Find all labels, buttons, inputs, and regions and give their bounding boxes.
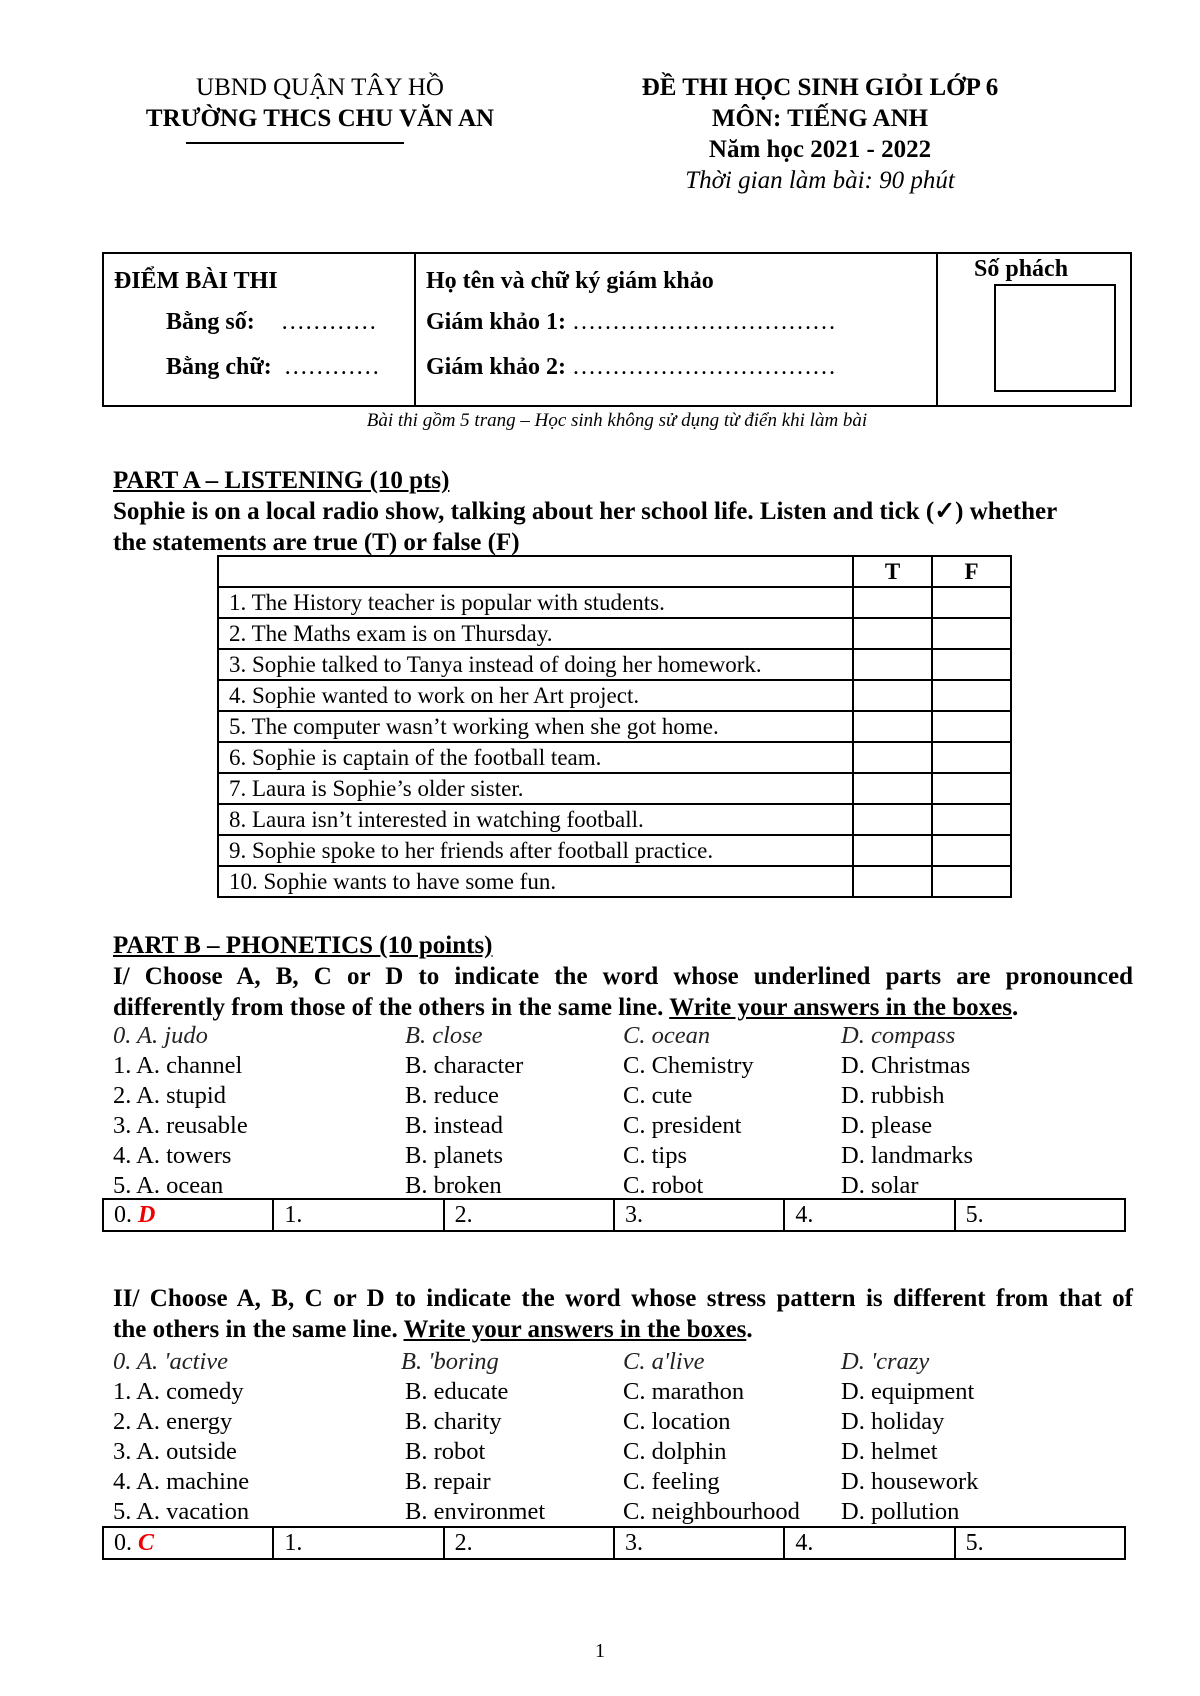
tick-cell-t[interactable] bbox=[853, 804, 932, 835]
tick-cell-t[interactable] bbox=[853, 680, 932, 711]
option-a: 0. A. judo bbox=[113, 1022, 208, 1049]
example-answer: C bbox=[138, 1530, 155, 1556]
score-words-label: Bằng chữ: bbox=[166, 354, 272, 380]
option-b: B. robot bbox=[405, 1438, 486, 1465]
examiner-label: Họ tên và chữ ký giám khảo bbox=[426, 268, 714, 294]
school-header bbox=[110, 72, 530, 134]
score-number-field[interactable]: ………… bbox=[280, 309, 377, 335]
exam-subject: MÔN: TIẾNG ANH bbox=[711, 105, 929, 132]
statement-text: 7. Laura is Sophie’s older sister. bbox=[218, 773, 853, 804]
tick-cell-t[interactable] bbox=[853, 742, 932, 773]
option-d: D. compass bbox=[841, 1022, 956, 1049]
statement-text: 6. Sophie is captain of the football team. bbox=[218, 742, 853, 773]
school-name: TRƯỜNG THCS CHU VĂN AN bbox=[145, 105, 495, 132]
option-d: D. landmarks bbox=[841, 1142, 973, 1169]
section2-instruction-1: II/ Choose A, B, C or D to indicate the word whose stress pattern is different from that of bbox=[113, 1285, 1133, 1312]
score-number-label: Bằng số: bbox=[166, 309, 255, 335]
section1-instruction-2: differently from those of the others in the same line. bbox=[113, 994, 670, 1021]
table-row bbox=[218, 773, 1011, 804]
option-a: 2. A. energy bbox=[113, 1408, 233, 1435]
exam-year: Năm học 2021 - 2022 bbox=[708, 136, 932, 163]
option-a: 0. A. 'active bbox=[113, 1348, 228, 1375]
tick-cell-f[interactable] bbox=[932, 866, 1011, 897]
statement-text: 9. Sophie spoke to her friends after football practice. bbox=[218, 835, 853, 866]
option-c: C. ocean bbox=[623, 1022, 711, 1049]
score-cell bbox=[103, 253, 415, 406]
examiner2-field[interactable]: …………………………… bbox=[572, 354, 837, 380]
option-a: 2. A. stupid bbox=[113, 1082, 226, 1109]
answer-box-0 bbox=[103, 1199, 273, 1231]
exam-duration: Thời gian làm bài: 90 phút bbox=[685, 167, 955, 194]
statement-text: 4. Sophie wanted to work on her Art project. bbox=[218, 680, 853, 711]
answer-box-3[interactable]: 3. bbox=[614, 1199, 784, 1231]
tick-cell-f[interactable] bbox=[932, 711, 1011, 742]
tick-cell-t[interactable] bbox=[853, 773, 932, 804]
part-b-section2 bbox=[113, 1283, 1133, 1345]
exam-title: ĐỀ THI HỌC SINH GIỎI LỚP 6 bbox=[641, 74, 999, 101]
option-d: D. housework bbox=[841, 1468, 979, 1495]
grader-box bbox=[102, 252, 1132, 407]
table-row bbox=[218, 835, 1011, 866]
option-c: C. robot bbox=[623, 1172, 704, 1199]
answer-box-3[interactable]: 3. bbox=[614, 1527, 784, 1559]
answer-box-1[interactable]: 1. bbox=[273, 1199, 443, 1231]
tick-cell-f[interactable] bbox=[932, 618, 1011, 649]
part-a-instruction-2: the statements are true (T) or false (F) bbox=[113, 529, 520, 556]
example-answer: D bbox=[138, 1202, 156, 1228]
table-row bbox=[218, 804, 1011, 835]
tick-cell-f[interactable] bbox=[932, 649, 1011, 680]
code-cell bbox=[937, 253, 1131, 406]
option-d: D. 'crazy bbox=[841, 1348, 930, 1375]
option-c: C. a'live bbox=[623, 1348, 705, 1375]
code-label: Số phách bbox=[974, 256, 1069, 282]
option-b: B. character bbox=[405, 1052, 524, 1079]
option-b: B. broken bbox=[405, 1172, 502, 1199]
option-d: D. helmet bbox=[841, 1438, 938, 1465]
option-a: 4. A. towers bbox=[113, 1142, 232, 1169]
column-header-t: T bbox=[853, 556, 932, 587]
header-divider bbox=[186, 142, 404, 144]
section2-instruction-period: . bbox=[746, 1316, 753, 1343]
option-b: B. reduce bbox=[405, 1082, 499, 1109]
answer-box-0 bbox=[103, 1527, 273, 1559]
table-header-blank bbox=[218, 556, 853, 587]
statement-text: 2. The Maths exam is on Thursday. bbox=[218, 618, 853, 649]
tick-cell-t[interactable] bbox=[853, 835, 932, 866]
tick-cell-f[interactable] bbox=[932, 773, 1011, 804]
score-label: ĐIỂM BÀI THI bbox=[114, 268, 278, 294]
statement-text: 5. The computer wasn’t working when she got home. bbox=[218, 711, 853, 742]
answer-box-2[interactable]: 2. bbox=[444, 1527, 614, 1559]
code-box[interactable] bbox=[994, 284, 1116, 392]
tick-cell-t[interactable] bbox=[853, 587, 932, 618]
tick-cell-t[interactable] bbox=[853, 649, 932, 680]
option-a: 4. A. machine bbox=[113, 1468, 250, 1495]
examiner1-field[interactable]: …………………………… bbox=[572, 309, 837, 335]
tick-cell-t[interactable] bbox=[853, 711, 932, 742]
statement-text: 3. Sophie talked to Tanya instead of doing her homework. bbox=[218, 649, 853, 680]
option-d: D. please bbox=[841, 1112, 933, 1139]
section2-answer-boxes bbox=[102, 1526, 1126, 1560]
option-a: 1. A. channel bbox=[113, 1052, 243, 1079]
option-a: 5. A. ocean bbox=[113, 1172, 224, 1199]
option-c: C. neighbourhood bbox=[623, 1498, 800, 1525]
table-row bbox=[218, 649, 1011, 680]
option-b: B. close bbox=[405, 1022, 483, 1049]
tick-cell-f[interactable] bbox=[932, 587, 1011, 618]
page-number: 1 bbox=[595, 1640, 605, 1662]
option-d: D. holiday bbox=[841, 1408, 945, 1435]
statement-text: 10. Sophie wants to have some fun. bbox=[218, 866, 853, 897]
section1-instruction-period: . bbox=[1012, 994, 1019, 1021]
section2-instruction-2: the others in the same line. bbox=[113, 1316, 404, 1343]
section1-answer-boxes bbox=[102, 1198, 1126, 1232]
answer-box-5[interactable]: 5. bbox=[955, 1199, 1125, 1231]
score-words-field[interactable]: ………… bbox=[283, 354, 380, 380]
exam-header bbox=[590, 72, 1050, 196]
tick-cell-f[interactable] bbox=[932, 835, 1011, 866]
examiner2-label: Giám khảo 2: bbox=[426, 354, 567, 380]
option-a: 3. A. reusable bbox=[113, 1112, 248, 1139]
true-false-table bbox=[217, 555, 1012, 898]
option-c: C. president bbox=[623, 1112, 742, 1139]
option-d: D. rubbish bbox=[841, 1082, 945, 1109]
part-a-title: PART A – LISTENING (10 pts) bbox=[113, 467, 450, 494]
table-row bbox=[218, 866, 1011, 897]
answer-box-4[interactable]: 4. bbox=[784, 1199, 954, 1231]
tick-cell-t[interactable] bbox=[853, 618, 932, 649]
section2-instruction-emphasis: Write your answers in the boxes bbox=[403, 1316, 747, 1343]
answer-box-1[interactable]: 1. bbox=[273, 1527, 443, 1559]
tick-cell-t[interactable] bbox=[853, 866, 932, 897]
part-b-title: PART B – PHONETICS (10 points) bbox=[113, 932, 493, 959]
statement-text: 1. The History teacher is popular with students. bbox=[218, 587, 853, 618]
tick-cell-f[interactable] bbox=[932, 742, 1011, 773]
option-c: C. feeling bbox=[623, 1468, 720, 1495]
option-b: B. environmet bbox=[405, 1498, 546, 1525]
table-row bbox=[218, 711, 1011, 742]
statement-text: 8. Laura isn’t interested in watching football. bbox=[218, 804, 853, 835]
answer-label: 0. bbox=[114, 1202, 138, 1228]
option-a: 3. A. outside bbox=[113, 1438, 237, 1465]
option-c: C. marathon bbox=[623, 1378, 745, 1405]
table-row bbox=[218, 587, 1011, 618]
section1-instruction-1: I/ Choose A, B, C or D to indicate the word whose underlined parts are pronounced bbox=[113, 963, 1133, 990]
column-header-f: F bbox=[932, 556, 1011, 587]
answer-box-4[interactable]: 4. bbox=[784, 1527, 954, 1559]
option-c: C. location bbox=[623, 1408, 731, 1435]
option-b: B. planets bbox=[405, 1142, 503, 1169]
table-row bbox=[218, 618, 1011, 649]
option-d: D. equipment bbox=[841, 1378, 975, 1405]
option-c: C. cute bbox=[623, 1082, 693, 1109]
option-a: 5. A. vacation bbox=[113, 1498, 250, 1525]
option-a: 1. A. comedy bbox=[113, 1378, 244, 1405]
option-b: B. repair bbox=[405, 1468, 491, 1495]
table-row bbox=[218, 680, 1011, 711]
option-b: B. educate bbox=[405, 1378, 509, 1405]
exam-note: Bài thi gồm 5 trang – Học sinh không sử dụng từ điển khi làm bài bbox=[366, 410, 868, 431]
part-b bbox=[113, 930, 1133, 1023]
section1-instruction-emphasis: Write your answers in the boxes bbox=[669, 994, 1013, 1021]
option-b: B. 'boring bbox=[401, 1348, 499, 1375]
option-c: C. Chemistry bbox=[623, 1052, 754, 1079]
option-c: C. dolphin bbox=[623, 1438, 727, 1465]
answer-label: 0. bbox=[114, 1530, 138, 1556]
part-a bbox=[113, 465, 1133, 558]
examiner-cell bbox=[415, 253, 937, 406]
answer-box-5[interactable]: 5. bbox=[955, 1527, 1125, 1559]
answer-box-2[interactable]: 2. bbox=[444, 1199, 614, 1231]
option-d: D. pollution bbox=[841, 1498, 960, 1525]
option-d: D. Christmas bbox=[841, 1052, 971, 1079]
examiner1-label: Giám khảo 1: bbox=[426, 309, 567, 335]
tick-cell-f[interactable] bbox=[932, 804, 1011, 835]
option-b: B. instead bbox=[405, 1112, 503, 1139]
table-row bbox=[218, 742, 1011, 773]
option-d: D. solar bbox=[841, 1172, 919, 1199]
option-b: B. charity bbox=[405, 1408, 502, 1435]
part-a-instruction-1: Sophie is on a local radio show, talking about her school life. Listen and tick (✓) whether bbox=[113, 498, 1058, 525]
option-c: C. tips bbox=[623, 1142, 687, 1169]
tick-cell-f[interactable] bbox=[932, 680, 1011, 711]
district-name: UBND QUẬN TÂY HỒ bbox=[196, 74, 444, 101]
